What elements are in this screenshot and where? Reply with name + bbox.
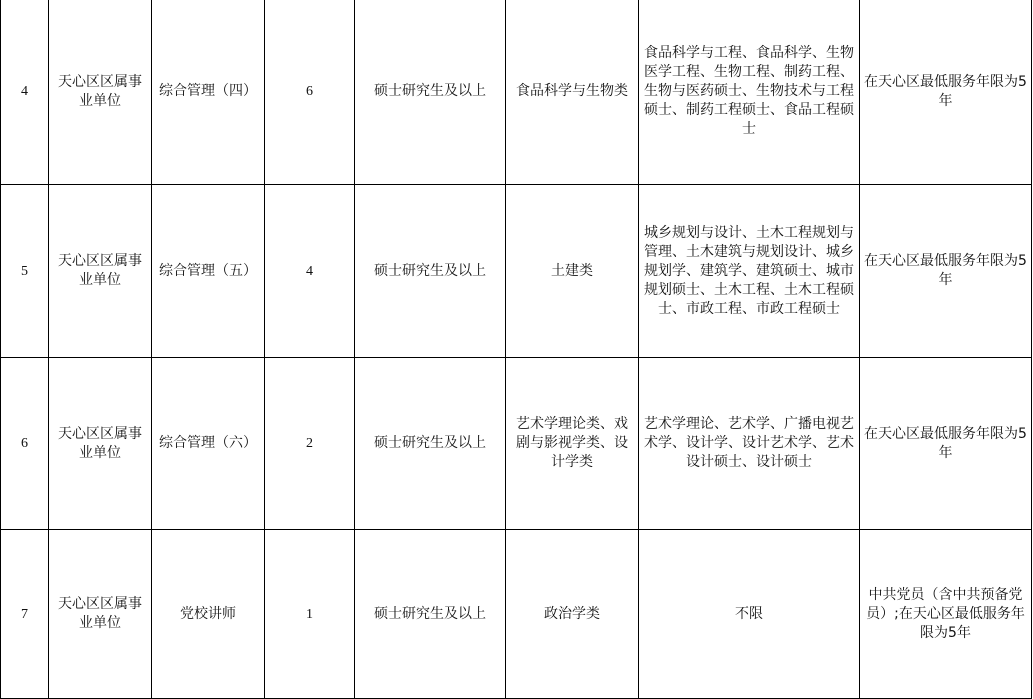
conditions-cell: 在天心区最低服务年限为5年 [860,0,1032,185]
table-row [1,0,1032,185]
count-cell: 4 [265,185,355,358]
unit-cell: 天心区区属事业单位 [49,358,152,530]
row-index: 5 [1,185,49,358]
position-cell: 综合管理（六） [152,358,265,530]
table-row [1,185,1032,358]
major-category-cell: 食品科学与生物类 [506,0,639,185]
unit-cell: 天心区区属事业单位 [49,530,152,699]
education-cell: 硕士研究生及以上 [355,185,506,358]
unit-cell: 天心区区属事业单位 [49,185,152,358]
majors-cell: 艺术学理论、艺术学、广播电视艺术学、设计学、设计艺术学、艺术设计硕士、设计硕士 [639,358,860,530]
education-cell: 硕士研究生及以上 [355,358,506,530]
table-row [1,358,1032,530]
count-cell: 6 [265,0,355,185]
position-cell: 综合管理（四） [152,0,265,185]
majors-cell: 不限 [639,530,860,699]
count-cell: 1 [265,530,355,699]
position-cell: 综合管理（五） [152,185,265,358]
position-cell: 党校讲师 [152,530,265,699]
major-category-cell: 土建类 [506,185,639,358]
major-category-cell: 政治学类 [506,530,639,699]
majors-cell: 食品科学与工程、食品科学、生物医学工程、生物工程、制药工程、生物与医药硕士、生物技术与工程硕士、制药工程硕士、食品工程硕士 [639,0,860,185]
education-cell: 硕士研究生及以上 [355,530,506,699]
table-row [1,530,1032,699]
conditions-cell: 在天心区最低服务年限为5年 [860,185,1032,358]
row-index: 4 [1,0,49,185]
row-index: 7 [1,530,49,699]
conditions-cell: 在天心区最低服务年限为5年 [860,358,1032,530]
conditions-cell: 中共党员（含中共预备党员）;在天心区最低服务年限为5年 [860,530,1032,699]
major-category-cell: 艺术学理论类、戏剧与影视学类、设计学类 [506,358,639,530]
majors-cell: 城乡规划与设计、土木工程规划与管理、土木建筑与规划设计、城乡规划学、建筑学、建筑硕士、城市规划硕士、土木工程、土木工程硕士、市政工程、市政工程硕士 [639,185,860,358]
count-cell: 2 [265,358,355,530]
row-index: 6 [1,358,49,530]
unit-cell: 天心区区属事业单位 [49,0,152,185]
education-cell: 硕士研究生及以上 [355,0,506,185]
